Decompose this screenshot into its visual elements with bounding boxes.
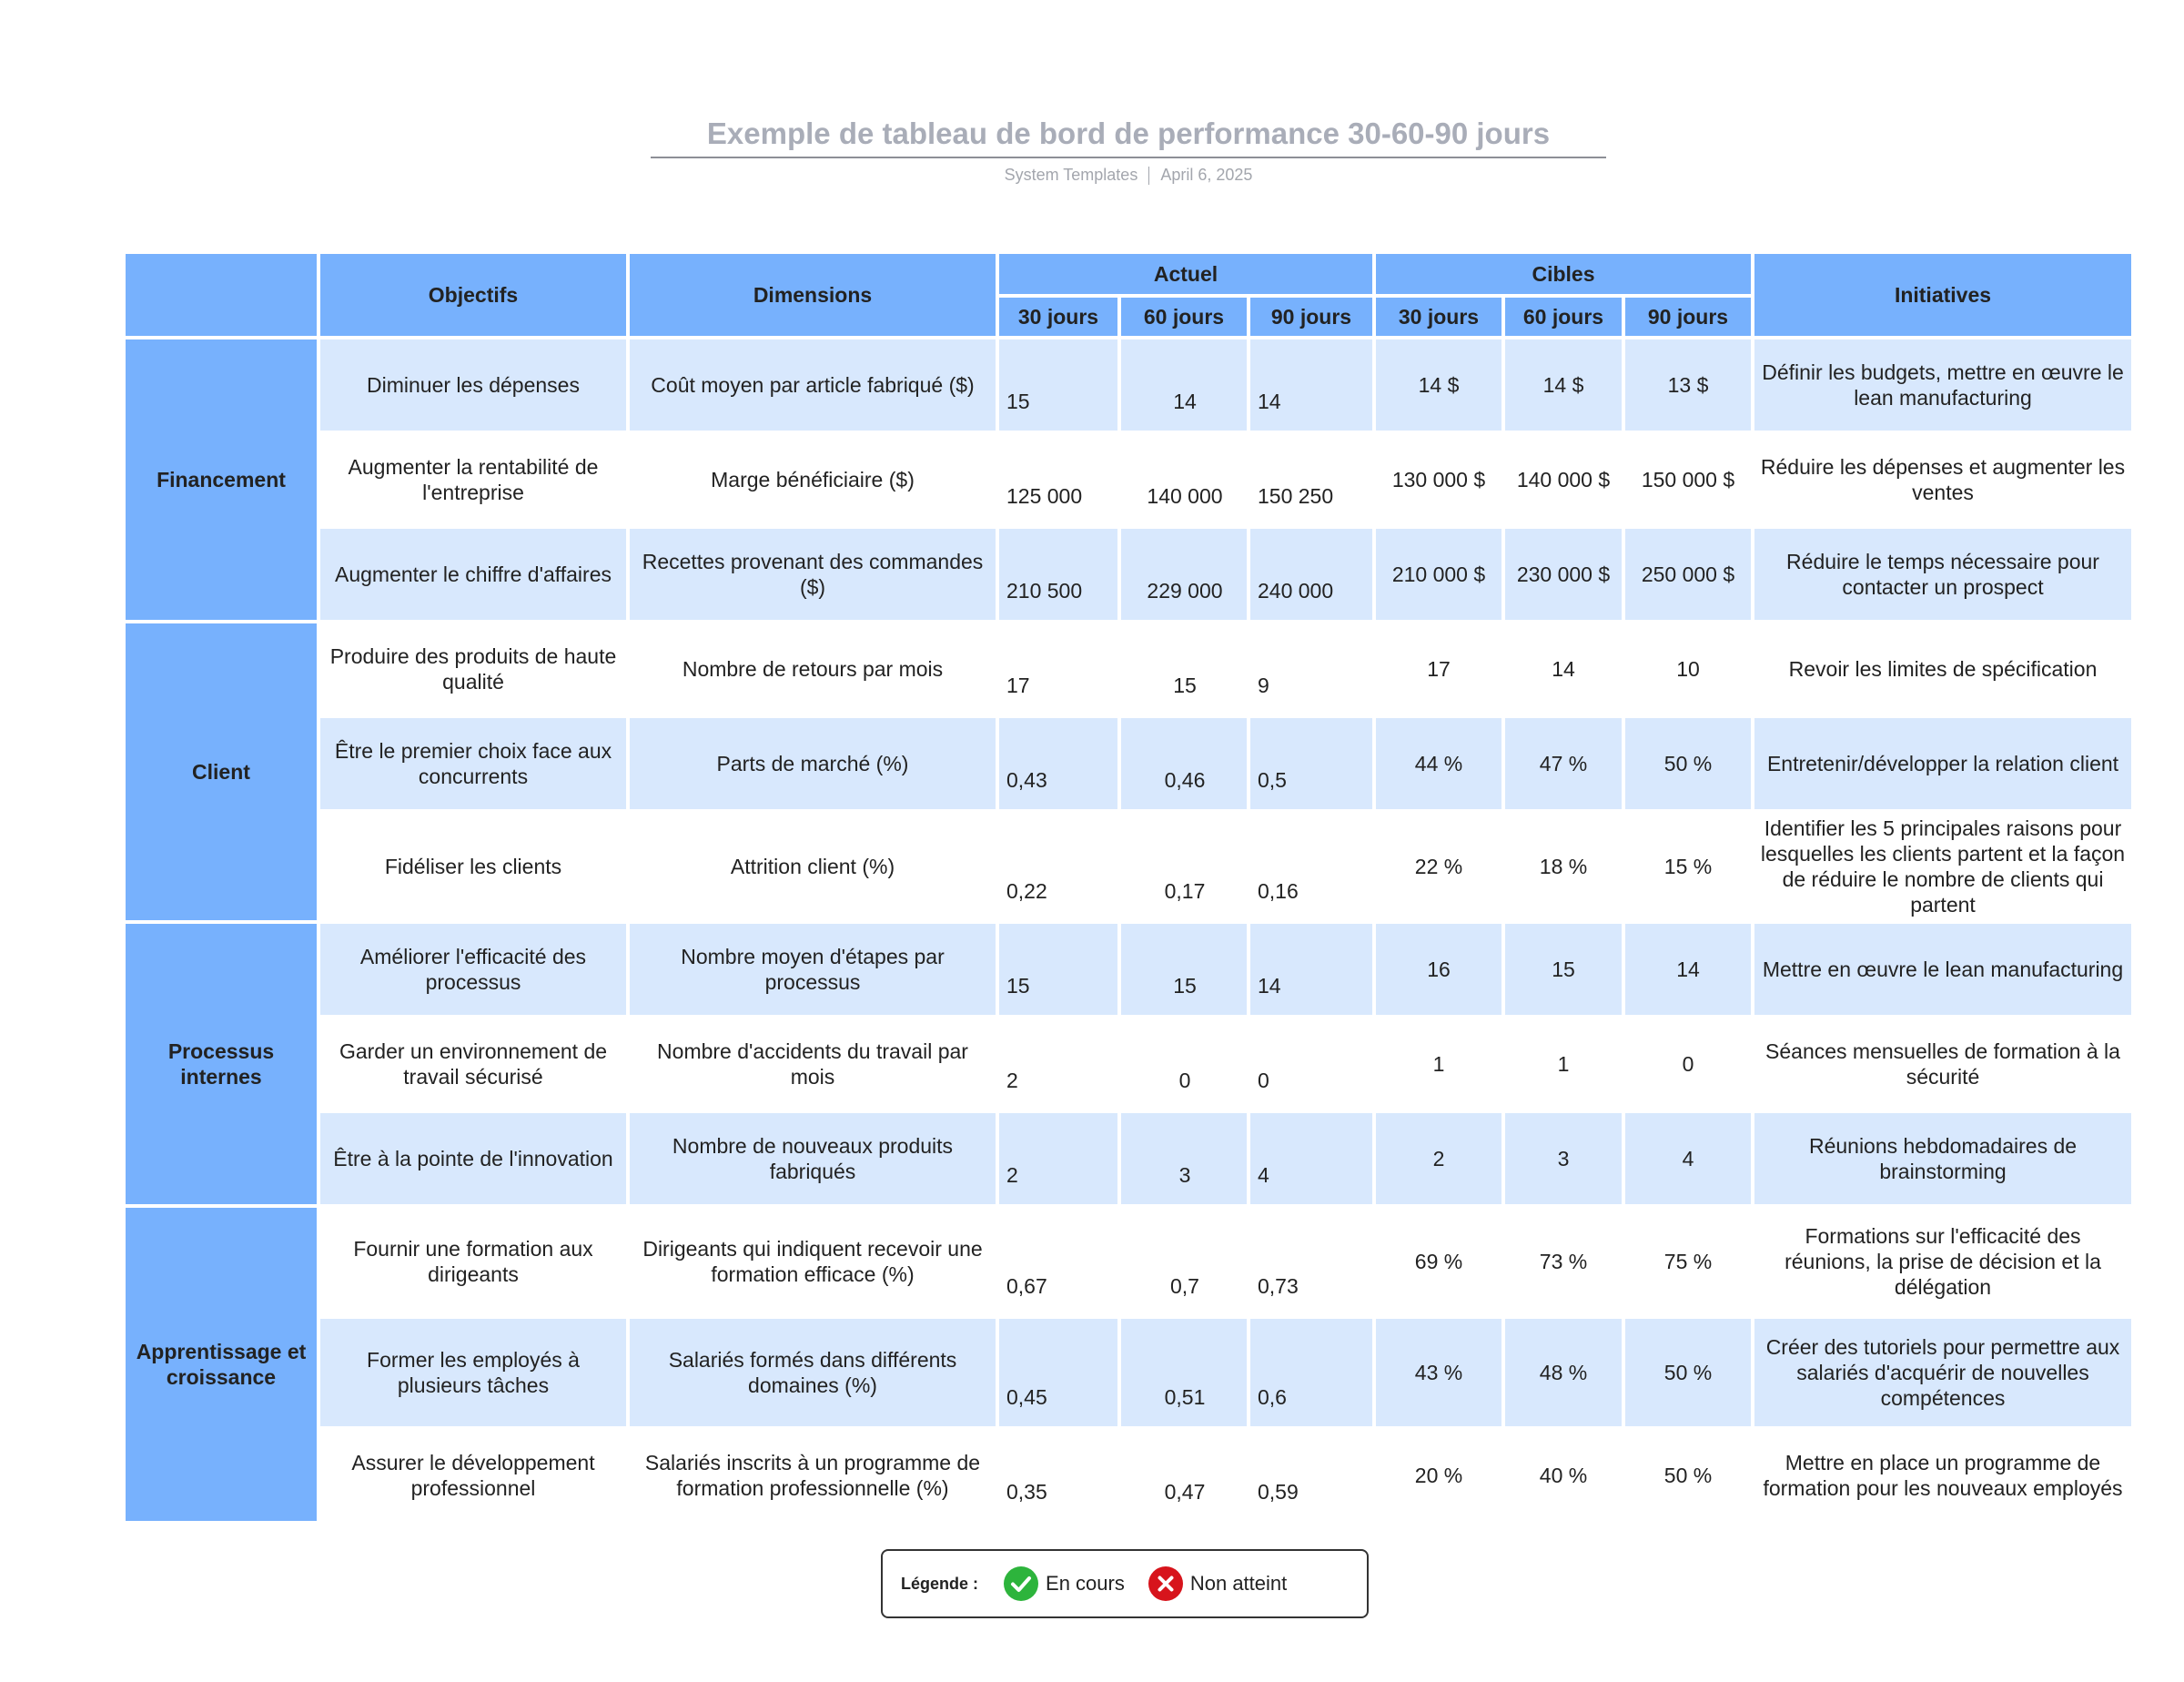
actual-30-cell: 17: [999, 623, 1117, 714]
table-row: [126, 339, 2131, 431]
actual-30-cell: 0,67: [999, 1208, 1117, 1315]
target-30-cell: 130 000 $: [1376, 434, 1502, 525]
actual-90-cell: 14: [1250, 339, 1372, 431]
target-90-cell: 50 %: [1625, 1430, 1751, 1521]
objective-cell: Garder un environnement de travail sécurisé: [320, 1018, 626, 1110]
target-30-cell: 1: [1376, 1018, 1502, 1110]
table-row: [126, 529, 2131, 620]
target-90-cell: 150 000 $: [1625, 434, 1751, 525]
target-60-cell: 140 000 $: [1505, 434, 1622, 525]
table-row: [126, 1018, 2131, 1110]
target-30-cell: 69 %: [1376, 1208, 1502, 1315]
target-90-cell: 250 000 $: [1625, 529, 1751, 620]
actual-60-cell: 0: [1121, 1018, 1247, 1110]
dimension-cell: Recettes provenant des commandes ($): [630, 529, 996, 620]
col-header-target-60: 60 jours: [1505, 298, 1622, 336]
target-90-cell: 15 %: [1625, 813, 1751, 920]
date-label: April 6, 2025: [1160, 166, 1253, 184]
col-header-initiatives: Initiatives: [1754, 254, 2131, 336]
col-header-actual-60: 60 jours: [1121, 298, 1247, 336]
initiative-cell: Séances mensuelles de formation à la sécurité: [1754, 1018, 2131, 1110]
legend-item-not-met: [1148, 1566, 1287, 1601]
target-60-cell: 14 $: [1505, 339, 1622, 431]
table-row: [126, 1208, 2131, 1315]
target-60-cell: 230 000 $: [1505, 529, 1622, 620]
actual-60-cell: 15: [1121, 924, 1247, 1015]
actual-90-cell: 240 000: [1250, 529, 1372, 620]
actual-60-cell: 15: [1121, 623, 1247, 714]
objective-cell: Produire des produits de haute qualité: [320, 623, 626, 714]
table-row: [126, 1319, 2131, 1426]
legend: [881, 1549, 1369, 1618]
target-90-cell: 14: [1625, 924, 1751, 1015]
category-cell: Apprentissage et croissance: [126, 1208, 317, 1521]
col-header-objectives: Objectifs: [320, 254, 626, 336]
x-circle-icon: [1148, 1566, 1183, 1601]
actual-60-cell: 14: [1121, 339, 1247, 431]
target-90-cell: 13 $: [1625, 339, 1751, 431]
col-header-dimensions: Dimensions: [630, 254, 996, 336]
actual-90-cell: 9: [1250, 623, 1372, 714]
dimension-cell: Parts de marché (%): [630, 718, 996, 809]
corner-header-cell: [126, 254, 317, 336]
dimension-cell: Dirigeants qui indiquent recevoir une formation efficace (%): [630, 1208, 996, 1315]
actual-90-cell: 14: [1250, 924, 1372, 1015]
table-row: [126, 623, 2131, 714]
meta-divider: [1148, 167, 1149, 185]
legend-in-progress-label: En cours: [1046, 1572, 1125, 1595]
legend-item-in-progress: [1004, 1566, 1125, 1601]
category-cell: Financement: [126, 339, 317, 620]
objective-cell: Assurer le développement professionnel: [320, 1430, 626, 1521]
actual-90-cell: 0,73: [1250, 1208, 1372, 1315]
initiative-cell: Revoir les limites de spécification: [1754, 623, 2131, 714]
actual-30-cell: 15: [999, 924, 1117, 1015]
table-row: [126, 718, 2131, 809]
table-row: [126, 813, 2131, 920]
target-90-cell: 4: [1625, 1113, 1751, 1204]
dimension-cell: Marge bénéficiaire ($): [630, 434, 996, 525]
performance-table: [122, 250, 2135, 1525]
col-header-targets: Cibles: [1376, 254, 1751, 294]
initiative-cell: Réduire le temps nécessaire pour contacter un prospect: [1754, 529, 2131, 620]
target-60-cell: 15: [1505, 924, 1622, 1015]
actual-30-cell: 15: [999, 339, 1117, 431]
legend-label: Légende :: [901, 1574, 979, 1593]
actual-30-cell: 0,43: [999, 718, 1117, 809]
dimension-cell: Salariés formés dans différents domaines (%): [630, 1319, 996, 1426]
table-row: [126, 434, 2131, 525]
target-90-cell: 50 %: [1625, 718, 1751, 809]
objective-cell: Diminuer les dépenses: [320, 339, 626, 431]
actual-90-cell: 0,6: [1250, 1319, 1372, 1426]
objective-cell: Augmenter le chiffre d'affaires: [320, 529, 626, 620]
target-30-cell: 16: [1376, 924, 1502, 1015]
target-90-cell: 0: [1625, 1018, 1751, 1110]
target-90-cell: 75 %: [1625, 1208, 1751, 1315]
initiative-cell: Mettre en œuvre le lean manufacturing: [1754, 924, 2131, 1015]
target-90-cell: 50 %: [1625, 1319, 1751, 1426]
col-header-actual-30: 30 jours: [999, 298, 1117, 336]
page-title: Exemple de tableau de bord de performance 30-60-90 jours: [651, 117, 1606, 158]
objective-cell: Être à la pointe de l'innovation: [320, 1113, 626, 1204]
target-60-cell: 73 %: [1505, 1208, 1622, 1315]
target-90-cell: 10: [1625, 623, 1751, 714]
initiative-cell: Créer des tutoriels pour permettre aux salariés d'acquérir de nouvelles compétences: [1754, 1319, 2131, 1426]
objective-cell: Améliorer l'efficacité des processus: [320, 924, 626, 1015]
dimension-cell: Nombre de retours par mois: [630, 623, 996, 714]
legend-not-met-label: Non atteint: [1189, 1572, 1288, 1595]
actual-90-cell: 4: [1250, 1113, 1372, 1204]
actual-30-cell: 125 000: [999, 434, 1117, 525]
dimension-cell: Nombre d'accidents du travail par mois: [630, 1018, 996, 1110]
target-60-cell: 40 %: [1505, 1430, 1622, 1521]
dimension-cell: Nombre moyen d'étapes par processus: [630, 924, 996, 1015]
actual-30-cell: 2: [999, 1018, 1117, 1110]
source-label: System Templates: [1004, 166, 1138, 184]
initiative-cell: Entretenir/développer la relation client: [1754, 718, 2131, 809]
target-60-cell: 48 %: [1505, 1319, 1622, 1426]
actual-60-cell: 140 000: [1121, 434, 1247, 525]
objective-cell: Fournir une formation aux dirigeants: [320, 1208, 626, 1315]
actual-90-cell: 150 250: [1250, 434, 1372, 525]
target-60-cell: 18 %: [1505, 813, 1622, 920]
target-60-cell: 3: [1505, 1113, 1622, 1204]
dimension-cell: Coût moyen par article fabriqué ($): [630, 339, 996, 431]
page-meta: [0, 166, 2184, 185]
initiative-cell: Formations sur l'efficacité des réunions, la prise de décision et la délégation: [1754, 1208, 2131, 1315]
actual-30-cell: 0,45: [999, 1319, 1117, 1426]
initiative-cell: Réunions hebdomadaires de brainstorming: [1754, 1113, 2131, 1204]
initiative-cell: Mettre en place un programme de formation pour les nouveaux employés: [1754, 1430, 2131, 1521]
actual-60-cell: 0,51: [1121, 1319, 1247, 1426]
objective-cell: Augmenter la rentabilité de l'entreprise: [320, 434, 626, 525]
col-header-actual-90: 90 jours: [1250, 298, 1372, 336]
objective-cell: Former les employés à plusieurs tâches: [320, 1319, 626, 1426]
col-header-target-90: 90 jours: [1625, 298, 1751, 336]
target-30-cell: 14 $: [1376, 339, 1502, 431]
actual-60-cell: 0,47: [1121, 1430, 1247, 1521]
page-header: [0, 117, 2184, 185]
initiative-cell: Identifier les 5 principales raisons pour lesquelles les clients partent et la façon de réduire le nombre de clients qui partent: [1754, 813, 2131, 920]
target-30-cell: 2: [1376, 1113, 1502, 1204]
objective-cell: Fidéliser les clients: [320, 813, 626, 920]
actual-60-cell: 0,7: [1121, 1208, 1247, 1315]
actual-60-cell: 0,46: [1121, 718, 1247, 809]
col-header-target-30: 30 jours: [1376, 298, 1502, 336]
target-30-cell: 44 %: [1376, 718, 1502, 809]
initiative-cell: Réduire les dépenses et augmenter les ventes: [1754, 434, 2131, 525]
check-circle-icon: [1004, 1566, 1038, 1601]
dimension-cell: Nombre de nouveaux produits fabriqués: [630, 1113, 996, 1204]
actual-90-cell: 0: [1250, 1018, 1372, 1110]
table-row: [126, 1113, 2131, 1204]
target-60-cell: 1: [1505, 1018, 1622, 1110]
dimension-cell: Salariés inscrits à un programme de formation professionnelle (%): [630, 1430, 996, 1521]
category-cell: Client: [126, 623, 317, 920]
actual-30-cell: 2: [999, 1113, 1117, 1204]
target-30-cell: 43 %: [1376, 1319, 1502, 1426]
category-cell: Processus internes: [126, 924, 317, 1204]
objective-cell: Être le premier choix face aux concurrents: [320, 718, 626, 809]
dimension-cell: Attrition client (%): [630, 813, 996, 920]
actual-30-cell: 0,22: [999, 813, 1117, 920]
actual-90-cell: 0,16: [1250, 813, 1372, 920]
target-30-cell: 210 000 $: [1376, 529, 1502, 620]
col-header-actual: Actuel: [999, 254, 1372, 294]
target-30-cell: 22 %: [1376, 813, 1502, 920]
target-30-cell: 17: [1376, 623, 1502, 714]
actual-60-cell: 0,17: [1121, 813, 1247, 920]
target-60-cell: 47 %: [1505, 718, 1622, 809]
target-30-cell: 20 %: [1376, 1430, 1502, 1521]
table-row: [126, 924, 2131, 1015]
initiative-cell: Définir les budgets, mettre en œuvre le lean manufacturing: [1754, 339, 2131, 431]
actual-30-cell: 210 500: [999, 529, 1117, 620]
actual-60-cell: 229 000: [1121, 529, 1247, 620]
actual-90-cell: 0,59: [1250, 1430, 1372, 1521]
actual-60-cell: 3: [1121, 1113, 1247, 1204]
actual-30-cell: 0,35: [999, 1430, 1117, 1521]
table-row: [126, 1430, 2131, 1521]
target-60-cell: 14: [1505, 623, 1622, 714]
table-body: [126, 339, 2131, 1521]
actual-90-cell: 0,5: [1250, 718, 1372, 809]
